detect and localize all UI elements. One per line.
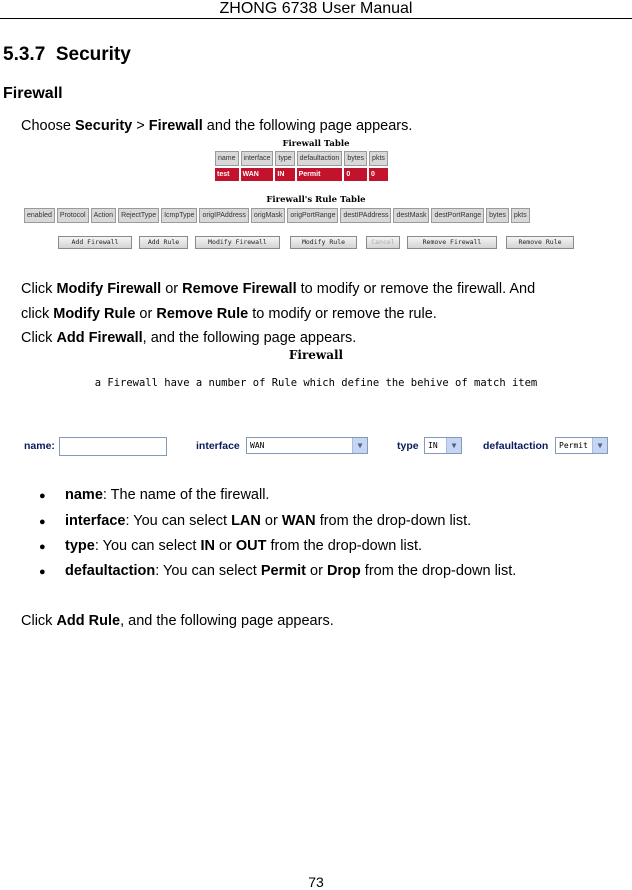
add-firewall-button[interactable]: Add Firewall	[58, 236, 132, 249]
col-header: bytes	[344, 151, 367, 166]
modify-firewall-button[interactable]: Modify Firewall	[195, 236, 280, 249]
remove-firewall-button[interactable]: Remove Firewall	[407, 236, 497, 249]
firewall-form-description: a Firewall have a number of Rule which define the behive of match item	[94, 377, 538, 389]
defaultaction-label: defaultaction	[483, 440, 549, 452]
list-item: interface: You can select LAN or WAN from the drop-down list.	[65, 513, 472, 529]
interface-select[interactable]	[246, 437, 368, 454]
interface-select-value: WAN	[250, 441, 265, 450]
interface-label: interface	[196, 440, 240, 452]
header-divider	[0, 18, 632, 19]
bullet-icon: ●	[39, 516, 46, 528]
bullet-icon: ●	[39, 490, 46, 502]
col-header: defaultaction	[297, 151, 343, 166]
add-rule-button[interactable]: Add Rule	[139, 236, 188, 249]
section-title: Security	[55, 44, 131, 65]
chevron-down-icon[interactable]: ▼	[352, 438, 367, 453]
col-header: origMask	[251, 208, 285, 223]
intro-paragraph: Choose Security > Firewall and the following page appears.	[21, 118, 413, 134]
section-number: 5.3.7	[3, 44, 46, 65]
col-header: destMask	[393, 208, 429, 223]
firewall-table-title: Firewall Table	[282, 139, 350, 149]
rule-table	[22, 206, 532, 225]
page-number: 73	[308, 874, 324, 890]
col-header: origIPAddress	[199, 208, 248, 223]
subsection-heading: Firewall	[3, 85, 63, 102]
modify-remove-paragraph-line2: click Modify Rule or Remove Rule to modify or remove the rule.	[21, 306, 437, 322]
chevron-down-icon[interactable]: ▼	[446, 438, 461, 453]
col-header: pkts	[511, 208, 530, 223]
list-item: type: You can select IN or OUT from the drop-down list.	[65, 538, 423, 554]
list-item: defaultaction: You can select Permit or Drop from the drop-down list.	[65, 563, 517, 579]
table-cell: 0	[369, 168, 388, 181]
table-cell: Permit	[297, 168, 343, 181]
firewall-table	[213, 149, 390, 183]
remove-rule-button[interactable]: Remove Rule	[506, 236, 574, 249]
col-header: origPortRange	[287, 208, 338, 223]
col-header: interface	[241, 151, 274, 166]
col-header: IcmpType	[161, 208, 197, 223]
page-header: ZHONG 6738 User Manual	[219, 0, 413, 17]
type-select-value: IN	[428, 441, 438, 450]
chevron-down-icon[interactable]: ▼	[592, 438, 607, 453]
table-row[interactable]	[215, 168, 388, 181]
type-select[interactable]	[424, 437, 462, 454]
list-item: name: The name of the firewall.	[65, 487, 270, 503]
col-header: Action	[91, 208, 116, 223]
add-firewall-paragraph: Click Add Firewall, and the following page appears.	[21, 330, 357, 346]
bullet-icon: ●	[39, 541, 46, 553]
section-heading	[3, 44, 131, 66]
table-cell: test	[215, 168, 239, 181]
bullet-icon: ●	[39, 566, 46, 578]
col-header: destIPAddress	[340, 208, 391, 223]
col-header: bytes	[486, 208, 509, 223]
add-rule-paragraph: Click Add Rule, and the following page appears.	[21, 613, 334, 629]
col-header: enabled	[24, 208, 55, 223]
table-cell: IN	[275, 168, 294, 181]
rule-table-title: Firewall's Rule Table	[266, 195, 366, 205]
firewall-form-title: Firewall	[288, 348, 344, 362]
cancel-button[interactable]: Cancel	[366, 236, 400, 249]
defaultaction-select-value: Permit	[559, 441, 588, 450]
col-header: destPortRange	[431, 208, 484, 223]
name-label: name:	[24, 440, 55, 452]
modify-remove-paragraph-line1: Click Modify Firewall or Remove Firewall to modify or remove the firewall. And	[21, 281, 536, 297]
type-label: type	[397, 440, 419, 452]
col-header: Protocol	[57, 208, 89, 223]
col-header: pkts	[369, 151, 388, 166]
table-cell: WAN	[241, 168, 274, 181]
table-cell: 0	[344, 168, 367, 181]
modify-rule-button[interactable]: Modify Rule	[290, 236, 357, 249]
defaultaction-select[interactable]	[555, 437, 608, 454]
col-header: RejectType	[118, 208, 159, 223]
col-header: name	[215, 151, 239, 166]
name-input[interactable]	[59, 437, 167, 456]
col-header: type	[275, 151, 294, 166]
